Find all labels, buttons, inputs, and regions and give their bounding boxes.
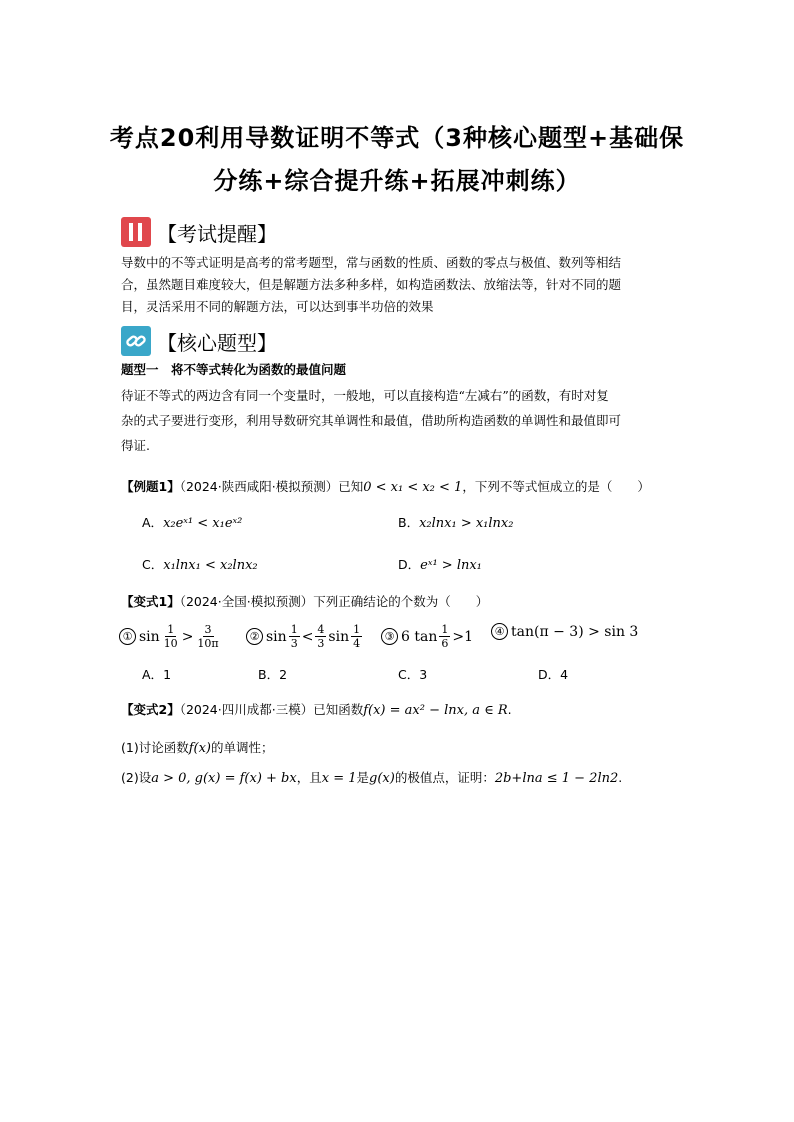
type1-line: 杂的式子要进行变形，利用导数研究其单调性和最值，借助所构造函数的单调性和最值即可 <box>121 413 622 428</box>
reminder-line: 合，虽然题目难度较大，但是解题方法多种多样，如构造函数法、放缩法等，针对不同的题 <box>121 277 622 292</box>
variant-1-text: （2024·全国·模拟预测）下列正确结论的个数为（ ） <box>179 594 489 609</box>
page-title-line-1: 考点20利用导数证明不等式（3种核心题型+基础保 <box>109 124 685 152</box>
variant-2-question <box>121 700 512 718</box>
part-2-is: 是 <box>356 770 370 785</box>
example-1-option-a[interactable] <box>142 513 242 531</box>
choice-letter: D． <box>538 667 561 682</box>
link-icon <box>121 326 151 356</box>
choice-letter: A． <box>142 667 164 682</box>
statement-4: ④ tan(π − 3) > sin 3 <box>491 623 638 640</box>
reminder-label: 【考试提醒】 <box>157 221 277 246</box>
option-expr: x₂lnx₁ > x₁lnx₂ <box>419 516 514 531</box>
part-2-text: 的极值点，证明： <box>394 770 495 785</box>
choice-letter: C． <box>398 667 420 682</box>
statement-number: ④ <box>491 623 508 640</box>
choice-value: 3 <box>419 667 428 682</box>
statement-number: ① <box>119 628 136 645</box>
option-letter: C． <box>142 557 164 572</box>
part-2-label: (2)设 <box>121 770 152 785</box>
core-header <box>121 324 277 358</box>
reminder-header <box>121 215 277 249</box>
example-1-option-d[interactable] <box>398 555 482 573</box>
part-2-end: . <box>618 770 623 785</box>
core-label: 【核心题型】 <box>157 330 277 355</box>
variant-1-choice-b[interactable] <box>258 665 287 683</box>
variant-2-function: f(x) = ax² − lnx, a ∈ R <box>363 703 508 718</box>
option-expr: eˣ¹ > lnx₁ <box>420 558 482 573</box>
statement-1: ① sin $\frac{1}{10}$ > $\frac{3}{10\pi}$ <box>119 623 223 650</box>
part-2-mid: ，且 <box>296 770 322 785</box>
example-1-question <box>121 477 650 495</box>
variant-1-choice-c[interactable] <box>398 665 427 683</box>
option-expr: x₁lnx₁ < x₂lnx₂ <box>163 558 258 573</box>
option-expr: x₂eˣ¹ < x₁eˣ² <box>163 516 243 531</box>
reminder-line: 导数中的不等式证明是高考的常考题型，常与函数的性质、函数的零点与极值、数列等相结 <box>121 255 622 270</box>
part-2-g: g(x) <box>369 771 395 786</box>
page-title-line-2: 分练+综合提升练+拓展冲刺练） <box>213 167 581 195</box>
reminder-text <box>121 252 677 318</box>
example-1-option-c[interactable] <box>142 555 258 573</box>
part-1-label: (1)讨论函数 <box>121 740 189 755</box>
type1-title: 题型一 将不等式转化为函数的最值问题 <box>121 362 347 377</box>
choice-value: 4 <box>560 667 569 682</box>
part-2-x: x = 1 <box>321 771 357 786</box>
variant-2-part-2 <box>121 768 622 786</box>
example-1-option-b[interactable] <box>398 513 513 531</box>
statement-2: ② sin $\frac{1}{3}$ < $\frac{4}{3}$ sin $\frac{1}{4}$ <box>246 623 364 650</box>
example-1-source: （2024·陕西咸阳·模拟预测）已知 <box>179 479 364 494</box>
statement-number: ③ <box>381 628 398 645</box>
variant-2-part-1 <box>121 738 274 756</box>
example-1-tag: 【例题1】 <box>121 479 180 494</box>
variant-1-statements <box>119 620 679 656</box>
choice-value: 1 <box>163 667 172 682</box>
part-1-end: 的单调性； <box>211 740 274 755</box>
reminder-line: 目，灵活采用不同的解题方法，可以达到事半功倍的效果 <box>121 299 434 314</box>
variant-1-choice-a[interactable] <box>142 665 171 683</box>
type1-line: 得证. <box>121 438 150 453</box>
pause-bars-icon <box>121 217 151 247</box>
variant-1-choice-d[interactable] <box>538 665 568 683</box>
option-letter: D． <box>398 557 421 572</box>
example-1-condition: 0 < x₁ < x₂ < 1 <box>363 480 463 495</box>
type1-description <box>121 383 677 458</box>
part-2-condition: a > 0, g(x) = f(x) + bx <box>151 771 297 786</box>
part-1-function: f(x) <box>188 741 212 756</box>
variant-2-text: （2024·四川成都·三模）已知函数 <box>179 702 364 717</box>
statement-3: ③ 6 tan $\frac{1}{6}$ >1 <box>381 623 473 650</box>
type1-line: 待证不等式的两边含有同一个变量时，一般地，可以直接构造“左减右”的函数，有时对复 <box>121 388 609 403</box>
variant-1-question <box>121 592 488 610</box>
variant-2-tag: 【变式2】 <box>121 702 180 717</box>
statement-number: ② <box>246 628 263 645</box>
example-1-prompt: ，下列不等式恒成立的是（ ） <box>462 479 650 494</box>
option-letter: A． <box>142 515 164 530</box>
variant-2-end: . <box>507 702 512 717</box>
choice-letter: B． <box>258 667 280 682</box>
part-2-inequality: 2b+lna ≤ 1 − 2ln2 <box>494 771 619 786</box>
variant-1-tag: 【变式1】 <box>121 594 180 609</box>
option-letter: B． <box>398 515 420 530</box>
choice-value: 2 <box>279 667 288 682</box>
